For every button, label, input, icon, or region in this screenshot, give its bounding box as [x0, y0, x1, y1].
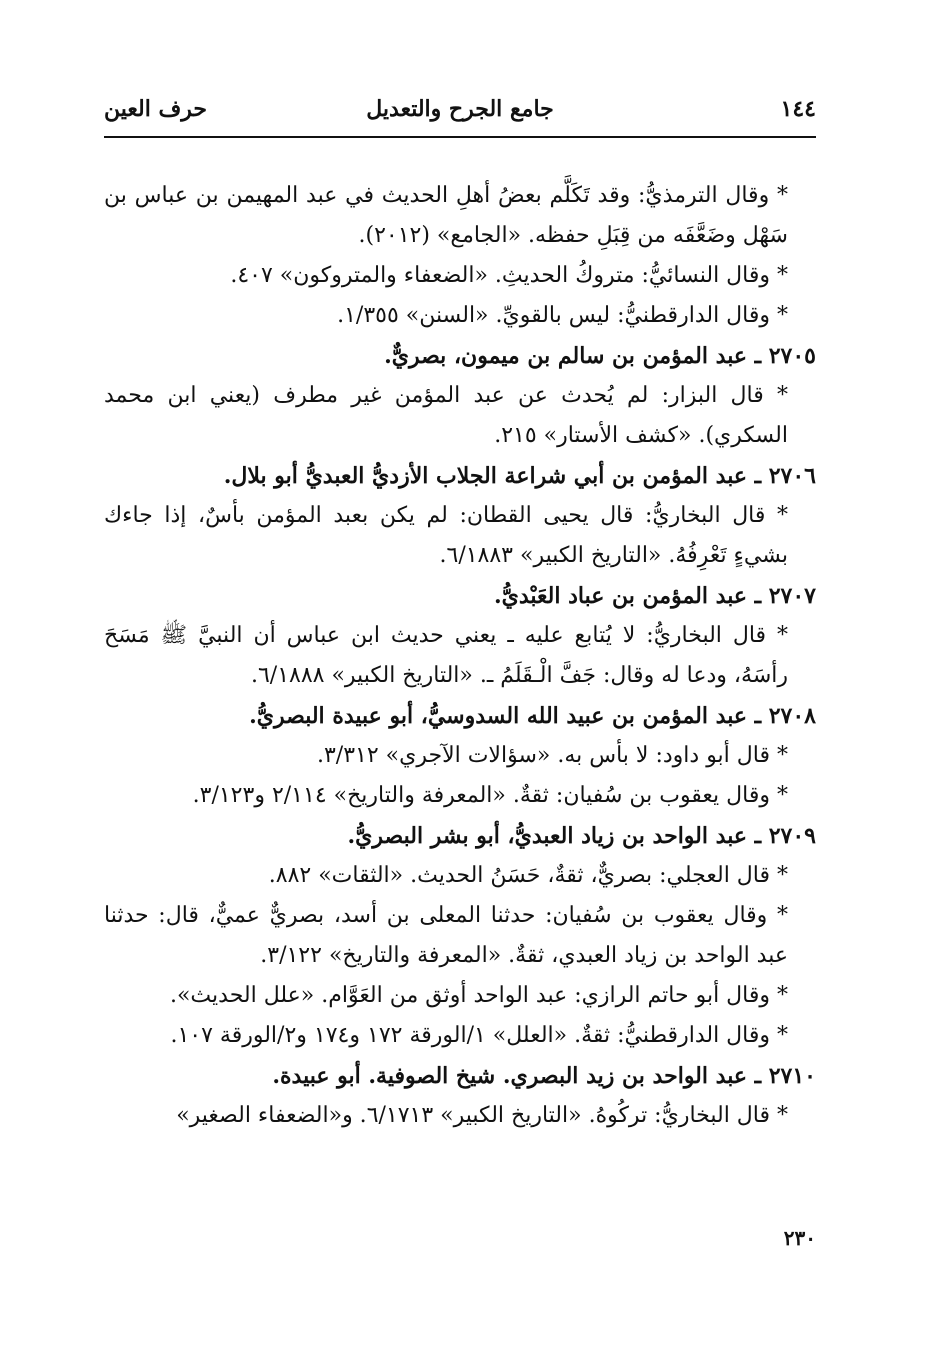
paragraph: * وقال الدارقطنيُّ: ثقةٌ. «العلل» ١/الورقة ١٧٢ و١٧٤ و٢/الورقة ١٠٧.	[170, 1023, 788, 1048]
entry-heading-2710: ٢٧١٠ ـ عبد الواحد بن زيد البصري. شيخ الصوفية. أبو عبيدة.	[272, 1063, 816, 1089]
entry-heading-2707: ٢٧٠٧ ـ عبد المؤمن بن عباد العَبْديُّ.	[493, 583, 816, 609]
entry-heading-2706: ٢٧٠٦ ـ عبد المؤمن بن أبي شراعة الجلاب الأزديُّ العبديُّ أبو بلال.	[223, 463, 816, 489]
paragraph: * قال البخاريُّ: قال يحيى القطان: لم يكن بعبد المؤمن بأسٌ، إذا جاءك بشيءٍ تَعْرِفُهُ. «التاريخ الكبير» ٦/١٨٨٣.	[104, 503, 788, 568]
footer-page-number: ٢٣٠	[783, 1226, 816, 1250]
paragraph: * قال البزار: لم يُحدث عن عبد المؤمن غير مطرف (يعني ابن محمد السكري). «كشف الأستار» ٢١٥.	[104, 383, 788, 448]
paragraph: * وقال يعقوب بن سُفيان: حدثنا المعلى بن أسد، بصريٌّ عميٌّ، قال: حدثنا عبد الواحد بن زياد العبدي، ثقةٌ. «المعرفة والتاريخ» ٣/١٢٢.	[104, 903, 788, 968]
page-body	[104, 176, 816, 1136]
paragraph: * وقال النسائيُّ: متروكُ الحديثِ. «الضعفاء والمتروكون» ٤٠٧.	[230, 263, 788, 288]
entry-heading-2705: ٢٧٠٥ ـ عبد المؤمن بن سالم بن ميمون، بصريٌّ.	[384, 343, 816, 369]
paragraph: * وقال يعقوب بن سُفيان: ثقةٌ. «المعرفة والتاريخ» ٢/١١٤ و٣/١٢٣.	[192, 783, 788, 808]
paragraph: * قال البخاريُّ: لا يُتابع عليه ـ يعني حديث ابن عباس أن النبيَّ ﷺ مَسَحَ رأسَهُ، ودعا له وقال: جَفَّ الْـقَلَمُ ـ. «التاريخ الكبير» ٦/١٨٨٨.	[104, 623, 788, 688]
entry-heading-2709: ٢٧٠٩ ـ عبد الواحد بن زياد العبديُّ، أبو بشر البصريُّ.	[347, 823, 816, 849]
header-section-title: حرف العين	[104, 96, 208, 122]
paragraph: * وقال الترمذيُّ: وقد تَكَلَّم بعضُ أهلِ الحديث في عبد المهيمن بن عباس بن سَهْل وضَعَّفَه من قِبَلِ حفظه. «الجامع» (٢٠١٢).	[104, 183, 788, 248]
paragraph: * قال أبو داود: لا بأس به. «سؤالات الآجري» ٣/٣١٢.	[316, 743, 788, 768]
running-header	[104, 96, 816, 130]
paragraph: * قال البخاريُّ: تركُوهُ. «التاريخ الكبير» ٦/١٧١٣. و«الضعفاء الصغير»	[176, 1103, 788, 1128]
paragraph: * قال العجلي: بصريٌّ، ثقةٌ، حَسَنُ الحديث. «الثقات» ٨٨٢.	[268, 863, 788, 888]
header-rule	[104, 136, 816, 138]
paragraph: * وقال الدارقطنيُّ: ليس بالقويِّ. «السنن» ١/٣٥٥.	[337, 303, 788, 328]
header-page-number: ١٤٤	[780, 96, 816, 122]
header-book-title: جامع الجرح والتعديل	[366, 96, 554, 122]
paragraph: * وقال أبو حاتم الرازي: عبد الواحد أوثق من العَوَّام. «علل الحديث».	[169, 983, 788, 1008]
entry-heading-2708: ٢٧٠٨ ـ عبد المؤمن بن عبيد الله السدوسيُّ، أبو عبيدة البصريُّ.	[249, 703, 816, 729]
